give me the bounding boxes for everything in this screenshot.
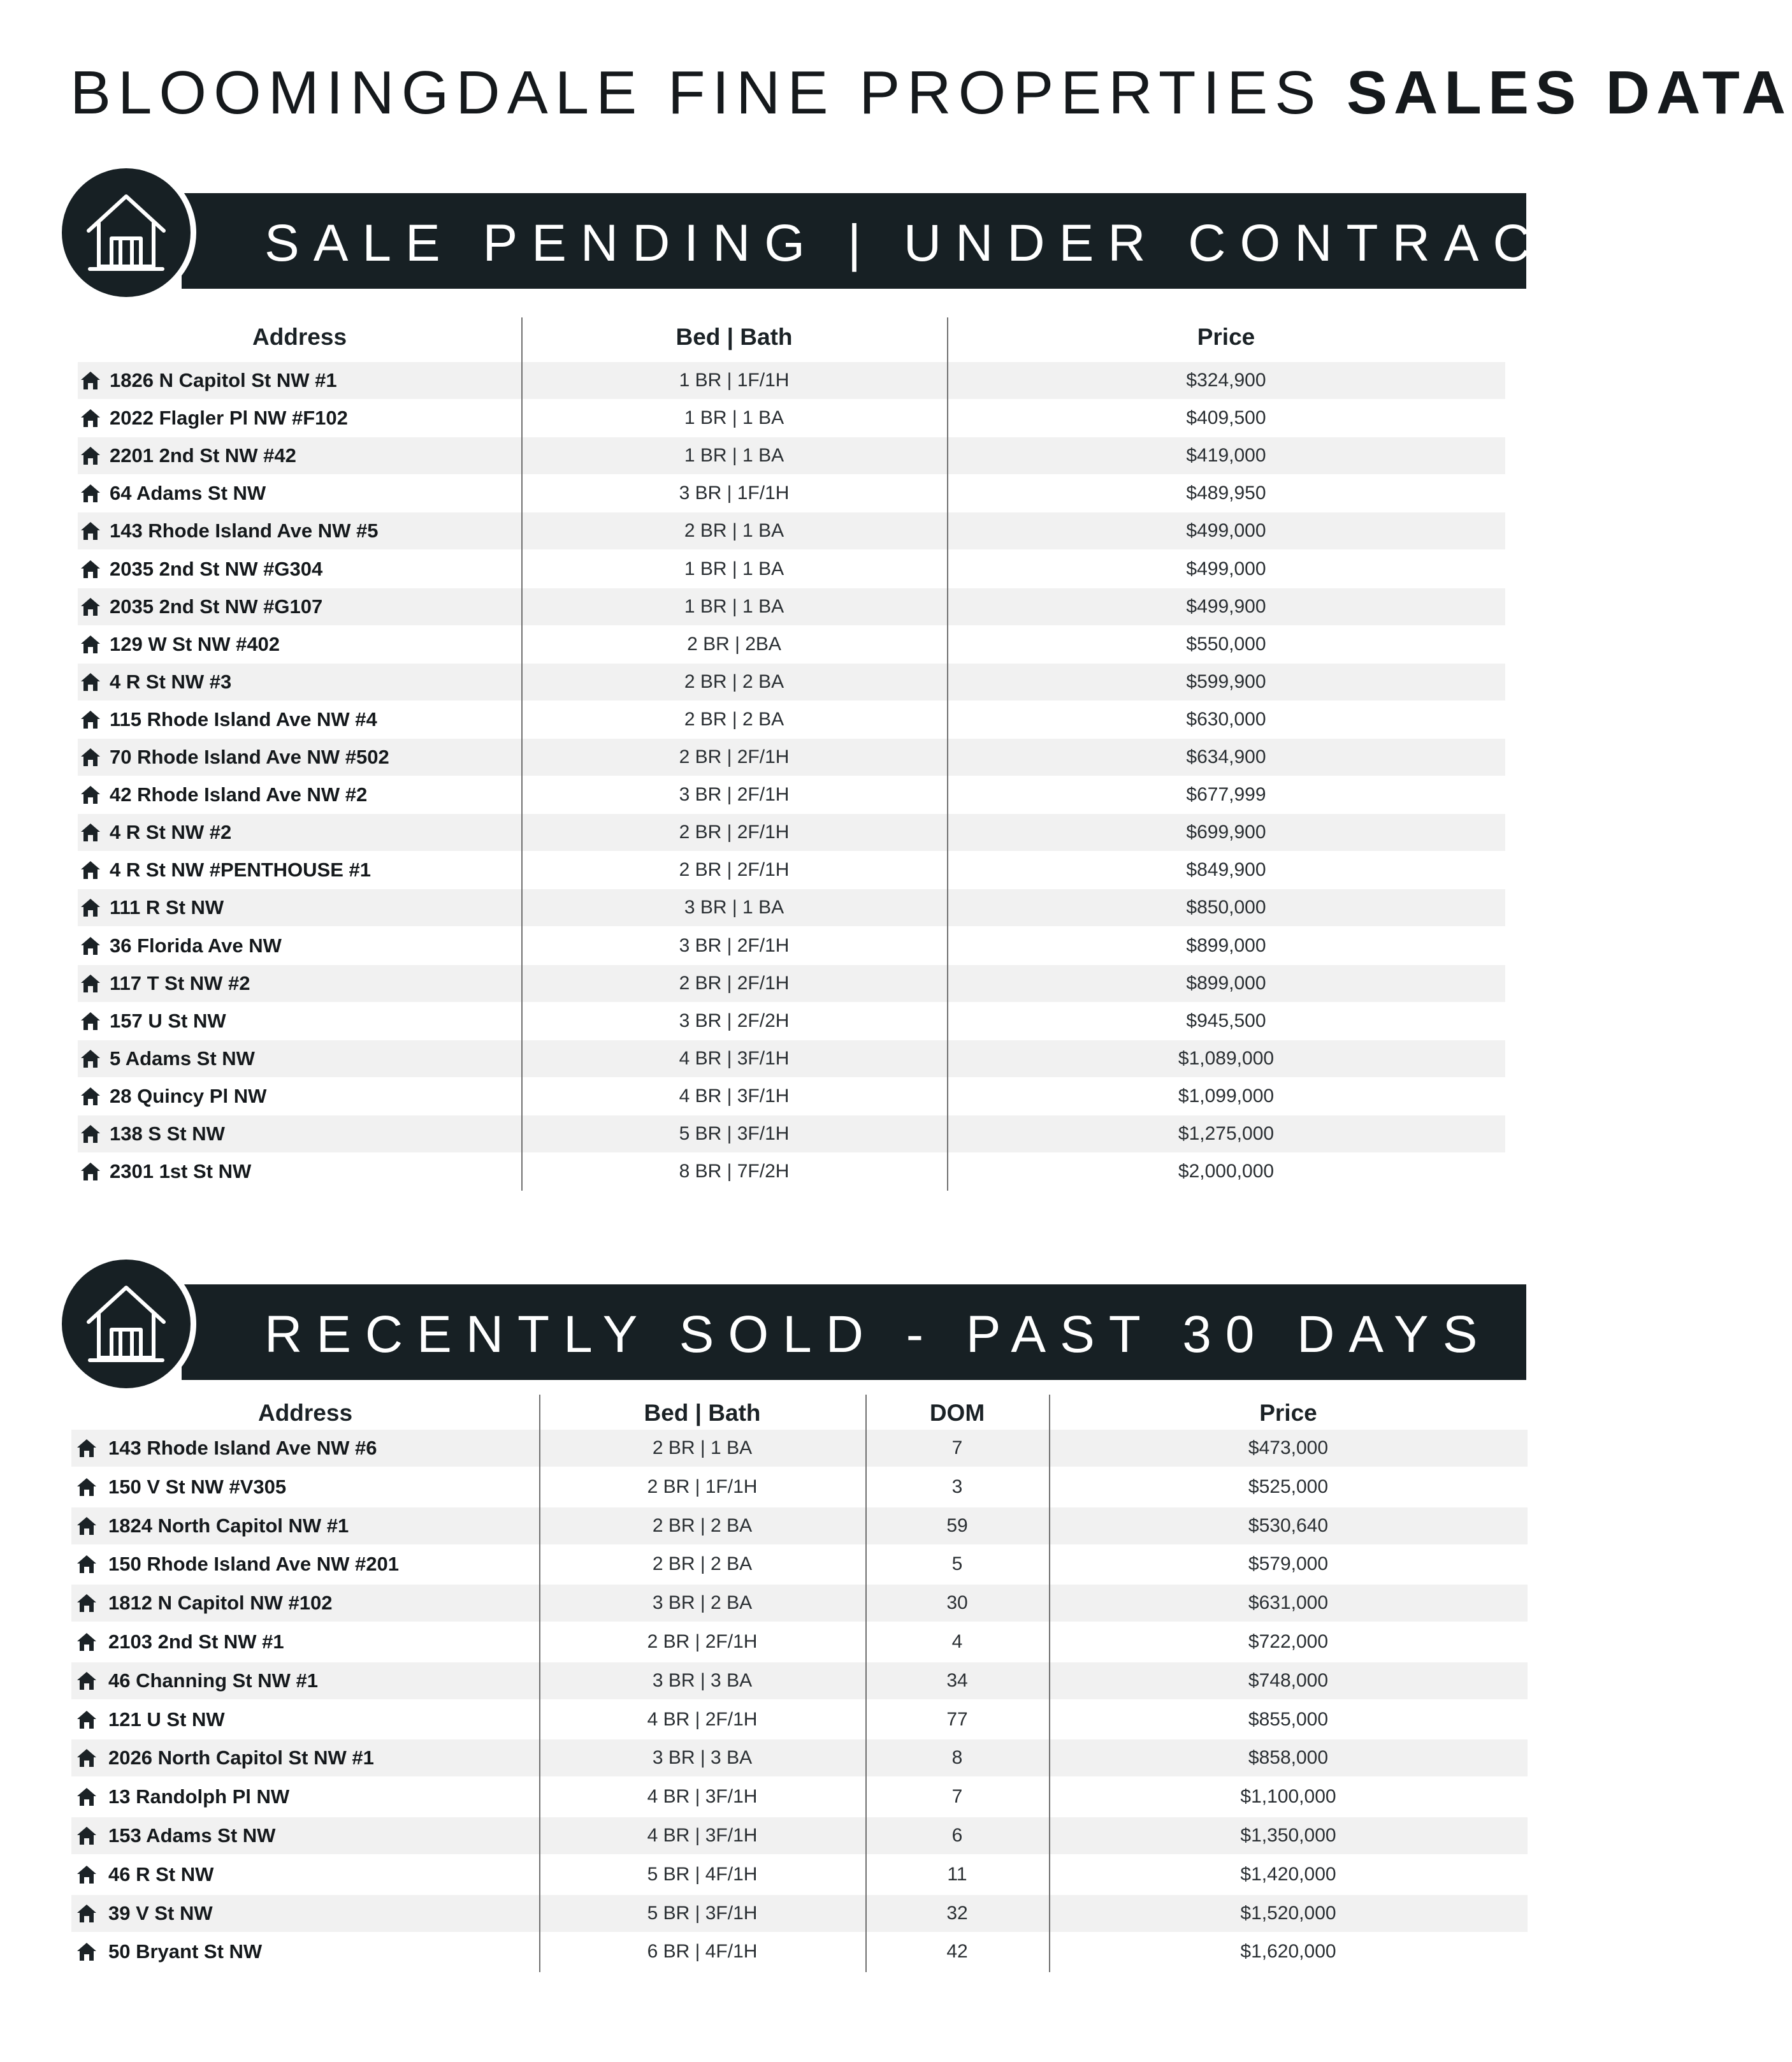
table-row — [78, 626, 1505, 663]
cell-bedbath: 2 BR | 2F/1H — [679, 972, 790, 994]
cell-price: $550,000 — [1186, 633, 1266, 655]
cell-price: $2,000,000 — [1178, 1161, 1275, 1182]
cell-price: $473,000 — [1248, 1437, 1329, 1458]
cell-price: $1,520,000 — [1240, 1902, 1336, 1924]
cell-address: 117 T St NW #2 — [110, 971, 250, 994]
cell-address: 70 Rhode Island Ave NW #502 — [110, 746, 389, 768]
cell-bedbath: 2 BR | 2 BA — [652, 1553, 753, 1575]
table-row — [78, 512, 1505, 549]
cell-price: $849,900 — [1186, 859, 1266, 881]
cell-bedbath: 2 BR | 2BA — [687, 633, 781, 655]
home-icon — [80, 1011, 101, 1031]
cell-price: $409,500 — [1186, 407, 1266, 429]
cell-price: $419,000 — [1186, 445, 1266, 467]
cell-bedbath: 4 BR | 2F/1H — [647, 1708, 758, 1730]
cell-price: $722,000 — [1248, 1631, 1329, 1652]
table-row — [71, 1933, 1528, 1970]
cell-address: 138 S St NW — [110, 1122, 225, 1145]
home-icon — [76, 1748, 97, 1768]
cell-price: $579,000 — [1248, 1553, 1329, 1575]
table-row — [71, 1507, 1528, 1544]
home-icon — [80, 483, 101, 504]
cell-price: $899,000 — [1186, 934, 1266, 956]
cell-address: 39 V St NW — [108, 1901, 213, 1924]
table-row — [71, 1662, 1528, 1699]
table-row — [71, 1546, 1528, 1583]
cell-dom: 8 — [951, 1747, 963, 1769]
table-row — [71, 1895, 1528, 1932]
cell-price: $850,000 — [1186, 897, 1266, 918]
cell-address: 13 Randolph Pl NW — [108, 1785, 290, 1808]
cell-address: 64 Adams St NW — [110, 482, 266, 505]
table-row — [78, 889, 1505, 926]
home-icon — [80, 521, 101, 541]
table-row — [78, 362, 1505, 399]
column-header-address: Address — [252, 324, 347, 350]
column-header-dom: DOM — [929, 1400, 985, 1426]
cell-address: 42 Rhode Island Ave NW #2 — [110, 783, 368, 806]
cell-bedbath: 2 BR | 1 BA — [652, 1437, 753, 1458]
cell-bedbath: 2 BR | 2F/1H — [679, 822, 790, 843]
cell-address: 4 R St NW #PENTHOUSE #1 — [110, 859, 371, 882]
home-icon — [80, 597, 101, 617]
cell-price: $525,000 — [1248, 1476, 1329, 1497]
cell-address: 153 Adams St NW — [108, 1824, 276, 1847]
column-header-bedbath: Bed | Bath — [644, 1400, 761, 1426]
table-row — [78, 400, 1505, 437]
cell-bedbath: 4 BR | 3F/1H — [647, 1786, 758, 1808]
table-row — [78, 551, 1505, 588]
column-header-price: Price — [1197, 324, 1255, 350]
cell-price: $1,100,000 — [1240, 1786, 1336, 1808]
cell-address: 150 V St NW #V305 — [108, 1475, 287, 1498]
cell-bedbath: 1 BR | 1 BA — [684, 558, 784, 579]
cell-price: $899,000 — [1186, 972, 1266, 994]
home-icon — [80, 897, 101, 918]
cell-address: 4 R St NW #2 — [110, 821, 232, 844]
cell-price: $699,900 — [1186, 822, 1266, 843]
cell-dom: 42 — [946, 1941, 968, 1963]
home-icon — [76, 1593, 97, 1613]
home-icon — [76, 1516, 97, 1536]
cell-address: 50 Bryant St NW — [108, 1940, 263, 1963]
table-row — [78, 739, 1505, 776]
home-icon — [80, 822, 101, 843]
cell-address: 2022 Flagler Pl NW #F102 — [110, 407, 348, 430]
cell-bedbath: 2 BR | 2F/1H — [679, 859, 790, 881]
house-icon — [83, 1282, 169, 1365]
table-row — [71, 1856, 1528, 1893]
home-icon — [80, 1161, 101, 1182]
table-row — [78, 664, 1505, 701]
cell-price: $1,099,000 — [1178, 1085, 1275, 1107]
cell-bedbath: 2 BR | 2 BA — [684, 708, 784, 730]
cell-address: 2201 2nd St NW #42 — [110, 444, 296, 467]
table-row — [78, 852, 1505, 889]
cell-bedbath: 3 BR | 2F/1H — [679, 934, 790, 956]
column-divider — [947, 317, 948, 1191]
cell-address: 157 U St NW — [110, 1009, 226, 1032]
cell-dom: 32 — [946, 1902, 968, 1924]
cell-price: $630,000 — [1186, 708, 1266, 730]
table-row — [71, 1701, 1528, 1738]
cell-price: $324,900 — [1186, 370, 1266, 391]
house-icon — [83, 191, 169, 274]
cell-dom: 3 — [951, 1476, 963, 1497]
sold-badge — [56, 1254, 196, 1394]
home-icon — [80, 1124, 101, 1144]
cell-dom: 6 — [951, 1825, 963, 1846]
cell-bedbath: 4 BR | 3F/1H — [679, 1047, 790, 1069]
cell-address: 150 Rhode Island Ave NW #201 — [108, 1553, 399, 1576]
cell-bedbath: 3 BR | 3 BA — [652, 1669, 753, 1691]
cell-bedbath: 1 BR | 1F/1H — [679, 370, 790, 391]
pending-badge — [56, 163, 196, 303]
home-icon — [80, 860, 101, 880]
cell-bedbath: 4 BR | 3F/1H — [679, 1085, 790, 1107]
cell-bedbath: 2 BR | 2 BA — [652, 1514, 753, 1536]
cell-price: $677,999 — [1186, 784, 1266, 806]
table-row — [78, 776, 1505, 813]
home-icon — [80, 709, 101, 730]
cell-address: 2103 2nd St NW #1 — [108, 1630, 284, 1653]
table-row — [78, 1153, 1505, 1190]
home-icon — [80, 747, 101, 767]
cell-price: $1,350,000 — [1240, 1825, 1336, 1846]
home-icon — [76, 1438, 97, 1458]
home-icon — [80, 446, 101, 466]
cell-bedbath: 3 BR | 3 BA — [652, 1747, 753, 1769]
home-icon — [80, 1049, 101, 1069]
cell-address: 46 Channing St NW #1 — [108, 1669, 318, 1692]
cell-address: 5 Adams St NW — [110, 1047, 255, 1070]
page-title-bold: SALES DATA — [1346, 59, 1792, 127]
cell-bedbath: 2 BR | 2F/1H — [647, 1631, 758, 1652]
home-icon — [80, 936, 101, 956]
table-row — [78, 965, 1505, 1002]
home-icon — [76, 1826, 97, 1846]
cell-price: $945,500 — [1186, 1010, 1266, 1031]
cell-bedbath: 2 BR | 1F/1H — [647, 1476, 758, 1497]
home-icon — [80, 634, 101, 655]
home-icon — [76, 1864, 97, 1885]
cell-bedbath: 5 BR | 3F/1H — [647, 1902, 758, 1924]
cell-address: 129 W St NW #402 — [110, 632, 280, 655]
cell-price: $499,000 — [1186, 520, 1266, 542]
cell-price: $634,900 — [1186, 746, 1266, 767]
table-row — [78, 927, 1505, 964]
table-row — [71, 1623, 1528, 1660]
cell-bedbath: 1 BR | 1 BA — [684, 595, 784, 617]
table-row — [78, 475, 1505, 512]
cell-dom: 4 — [951, 1631, 963, 1652]
home-icon — [80, 785, 101, 805]
cell-bedbath: 6 BR | 4F/1H — [647, 1941, 758, 1963]
cell-address: 36 Florida Ave NW — [110, 934, 282, 957]
cell-address: 1812 N Capitol NW #102 — [108, 1592, 333, 1615]
table-row — [71, 1469, 1528, 1506]
cell-price: $1,089,000 — [1178, 1047, 1275, 1069]
home-icon — [80, 559, 101, 579]
cell-bedbath: 2 BR | 1 BA — [684, 520, 784, 542]
cell-dom: 7 — [951, 1437, 963, 1458]
cell-price: $1,620,000 — [1240, 1941, 1336, 1963]
cell-bedbath: 2 BR | 2F/1H — [679, 746, 790, 767]
cell-address: 46 R St NW — [108, 1862, 214, 1885]
cell-address: 1824 North Capitol NW #1 — [108, 1514, 349, 1537]
cell-dom: 77 — [946, 1708, 968, 1730]
cell-address: 2035 2nd St NW #G304 — [110, 557, 323, 580]
cell-address: 4 R St NW #3 — [110, 670, 232, 693]
home-icon — [76, 1903, 97, 1924]
cell-bedbath: 3 BR | 1 BA — [684, 897, 784, 918]
table-row — [78, 588, 1505, 625]
table-row — [78, 1115, 1505, 1152]
table-row — [71, 1739, 1528, 1776]
pending-banner-title: SALE PENDING | UNDER CONTRACT — [264, 214, 1591, 272]
cell-price: $499,000 — [1186, 558, 1266, 579]
cell-dom: 7 — [951, 1786, 963, 1808]
cell-address: 111 R St NW — [110, 896, 224, 919]
cell-bedbath: 4 BR | 3F/1H — [647, 1825, 758, 1846]
column-divider — [865, 1395, 867, 1972]
page-title — [70, 59, 1792, 127]
table-row — [71, 1817, 1528, 1854]
cell-dom: 11 — [947, 1863, 967, 1885]
table-row — [78, 701, 1505, 738]
column-divider — [539, 1395, 540, 1972]
cell-bedbath: 5 BR | 3F/1H — [679, 1123, 790, 1144]
pending-banner — [182, 193, 1591, 289]
cell-price: $530,640 — [1248, 1514, 1329, 1536]
home-icon — [76, 1477, 97, 1497]
home-icon — [76, 1671, 97, 1691]
cell-address: 143 Rhode Island Ave NW #5 — [110, 519, 379, 542]
table-row — [78, 1078, 1505, 1115]
cell-dom: 30 — [946, 1592, 968, 1614]
cell-address: 2035 2nd St NW #G107 — [110, 595, 323, 618]
home-icon — [76, 1710, 97, 1730]
cell-price: $858,000 — [1248, 1747, 1329, 1769]
cell-address: 2301 1st St NW — [110, 1160, 252, 1183]
home-icon — [76, 1942, 97, 1962]
cell-price: $599,900 — [1186, 671, 1266, 692]
cell-dom: 59 — [946, 1514, 968, 1536]
home-icon — [76, 1554, 97, 1574]
home-icon — [80, 408, 101, 428]
table-row — [78, 814, 1505, 851]
table-row — [78, 437, 1505, 474]
cell-bedbath: 3 BR | 2 BA — [652, 1592, 753, 1614]
home-icon — [80, 370, 101, 391]
column-divider — [521, 317, 523, 1191]
table-row — [71, 1430, 1528, 1467]
table-row — [71, 1585, 1528, 1622]
table-row — [71, 1778, 1528, 1815]
sold-banner-title: RECENTLY SOLD - PAST 30 DAYS — [264, 1305, 1492, 1363]
cell-bedbath: 1 BR | 1 BA — [684, 407, 784, 429]
table-row — [78, 1003, 1505, 1040]
cell-dom: 5 — [951, 1553, 963, 1575]
column-header-address: Address — [257, 1400, 353, 1426]
cell-price: $855,000 — [1248, 1708, 1329, 1730]
cell-bedbath: 2 BR | 2 BA — [684, 671, 784, 692]
cell-bedbath: 8 BR | 7F/2H — [679, 1161, 790, 1182]
cell-bedbath: 5 BR | 4F/1H — [647, 1863, 758, 1885]
cell-address: 1826 N Capitol St NW #1 — [110, 369, 337, 391]
cell-address: 115 Rhode Island Ave NW #4 — [110, 708, 377, 730]
cell-address: 28 Quincy Pl NW — [110, 1084, 267, 1107]
column-header-bedbath: Bed | Bath — [676, 324, 793, 350]
table-row — [78, 1040, 1505, 1077]
cell-dom: 34 — [946, 1669, 968, 1691]
cell-price: $748,000 — [1248, 1669, 1329, 1691]
cell-price: $1,420,000 — [1240, 1863, 1336, 1885]
cell-bedbath: 3 BR | 2F/1H — [679, 784, 790, 806]
cell-bedbath: 3 BR | 2F/2H — [679, 1010, 790, 1031]
cell-price: $489,950 — [1186, 483, 1266, 504]
column-divider — [1049, 1395, 1050, 1972]
cell-price: $1,275,000 — [1178, 1123, 1275, 1144]
home-icon — [76, 1787, 97, 1807]
cell-bedbath: 3 BR | 1F/1H — [679, 483, 790, 504]
page-title-light: BLOOMINGDALE FINE PROPERTIES — [70, 59, 1323, 127]
cell-bedbath: 1 BR | 1 BA — [684, 445, 784, 467]
home-icon — [80, 1086, 101, 1107]
cell-address: 121 U St NW — [108, 1708, 225, 1731]
cell-price: $499,900 — [1186, 595, 1266, 617]
home-icon — [80, 672, 101, 692]
sold-banner — [182, 1284, 1526, 1380]
column-header-price: Price — [1259, 1400, 1317, 1426]
home-icon — [76, 1632, 97, 1652]
cell-address: 143 Rhode Island Ave NW #6 — [108, 1437, 377, 1459]
home-icon — [80, 973, 101, 994]
cell-address: 2026 North Capitol St NW #1 — [108, 1746, 374, 1769]
cell-price: $631,000 — [1248, 1592, 1329, 1614]
